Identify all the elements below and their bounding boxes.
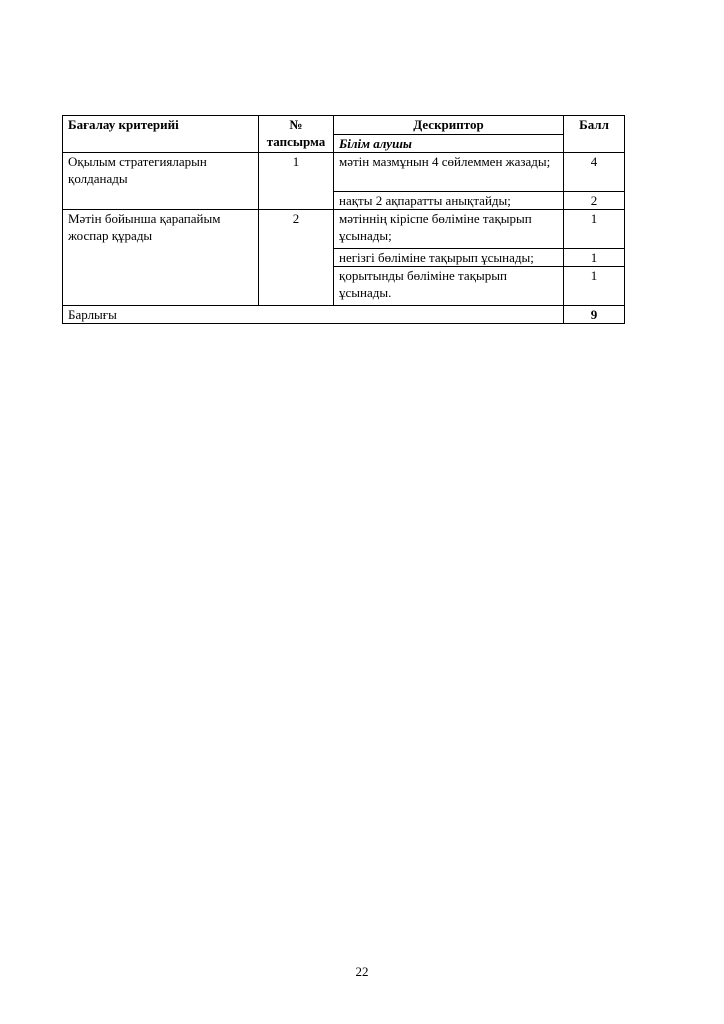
header-task-number-word: тапсырма bbox=[266, 134, 326, 149]
table-row bbox=[63, 153, 625, 192]
header-descriptor: Дескриптор bbox=[334, 116, 564, 135]
total-score: 9 bbox=[564, 306, 625, 324]
descriptor-cell: нақты 2 ақпаратты анықтайды; bbox=[334, 192, 564, 210]
header-row bbox=[63, 116, 625, 135]
total-label: Барлығы bbox=[63, 306, 564, 324]
header-criterion: Бағалау критерийі bbox=[63, 116, 259, 153]
criterion-cell: Оқылым стратегияларын қолданады bbox=[63, 153, 259, 210]
descriptor-cell: қорытынды бөліміне тақырып ұсынады. bbox=[334, 267, 564, 306]
assessment-rubric-table bbox=[62, 115, 625, 324]
score-cell: 2 bbox=[564, 192, 625, 210]
header-score: Балл bbox=[564, 116, 625, 153]
score-cell: 1 bbox=[564, 249, 625, 267]
score-cell: 4 bbox=[564, 153, 625, 192]
descriptor-cell: мәтін мазмұнын 4 сөйлеммен жазады; bbox=[334, 153, 564, 192]
descriptor-cell: мәтіннің кіріспе бөліміне тақырып ұсынады; bbox=[334, 210, 564, 249]
score-cell: 1 bbox=[564, 267, 625, 306]
task-number-cell: 2 bbox=[259, 210, 334, 306]
criterion-cell: Мәтін бойынша қарапайым жоспар құрады bbox=[63, 210, 259, 306]
table-row bbox=[63, 210, 625, 249]
score-cell: 1 bbox=[564, 210, 625, 249]
header-task-number bbox=[259, 116, 334, 153]
total-row bbox=[63, 306, 625, 324]
descriptor-cell: негізгі бөліміне тақырып ұсынады; bbox=[334, 249, 564, 267]
header-descriptor-sub: Білім алушы bbox=[334, 135, 564, 153]
page-number: 22 bbox=[355, 964, 369, 979]
header-task-number-symbol: № bbox=[289, 117, 303, 132]
task-number-cell: 1 bbox=[259, 153, 334, 210]
